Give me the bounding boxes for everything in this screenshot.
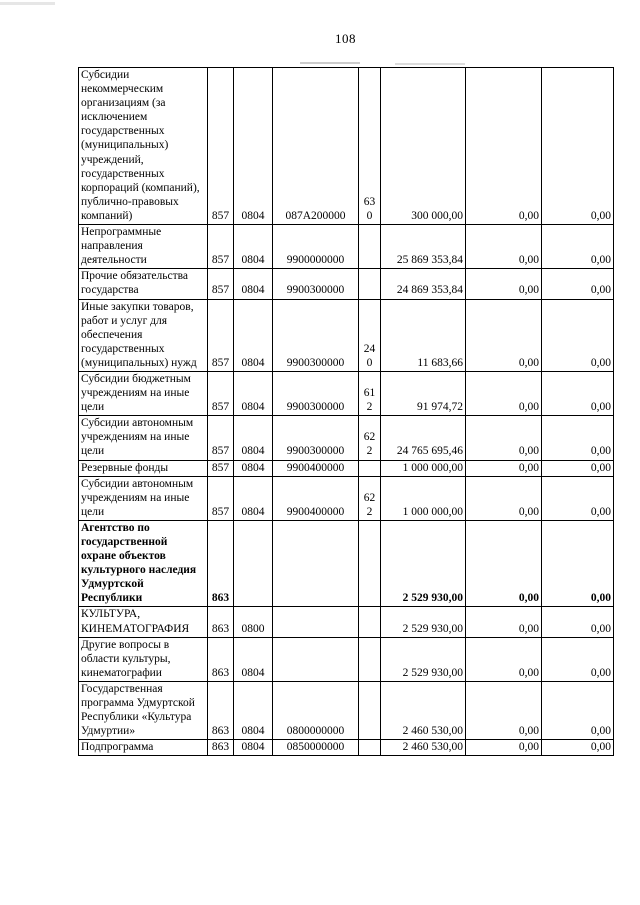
table-row: [79, 637, 614, 681]
cell-amount-1: 25 869 353,84: [381, 225, 466, 269]
table-row: [79, 681, 614, 739]
cell-amount-2: 0,00: [466, 740, 542, 756]
cell-amount-1: 1 000 000,00: [381, 476, 466, 520]
cell-target-article-code: 087A200000: [273, 68, 359, 225]
cell-section-code: 0804: [234, 416, 273, 460]
cell-name: КУЛЬТУРА, КИНЕМАТОГРАФИЯ: [79, 607, 208, 637]
table-row: [79, 68, 614, 225]
cell-amount-3: 0,00: [542, 68, 614, 225]
cell-target-article-code: 0800000000: [273, 681, 359, 739]
cell-target-article-code: 9900000000: [273, 225, 359, 269]
cell-amount-3: 0,00: [542, 225, 614, 269]
scan-artifact: [300, 62, 360, 64]
cell-amount-3: 0,00: [542, 681, 614, 739]
cell-name: Прочие обязательства государства: [79, 269, 208, 299]
cell-name: Иные закупки товаров, работ и услуг для обеспечения государственных (муниципальных) нужд: [79, 299, 208, 371]
cell-amount-2: 0,00: [466, 299, 542, 371]
cell-expense-type-code: [359, 637, 381, 681]
cell-amount-2: 0,00: [466, 416, 542, 460]
cell-amount-1: 2 529 930,00: [381, 607, 466, 637]
cell-amount-1: 2 460 530,00: [381, 740, 466, 756]
cell-amount-3: 0,00: [542, 371, 614, 415]
cell-expense-type-code: 622: [359, 476, 381, 520]
cell-section-code: 0800: [234, 607, 273, 637]
table-row: [79, 225, 614, 269]
cell-amount-1: 24 869 353,84: [381, 269, 466, 299]
cell-name: Подпрограмма: [79, 740, 208, 756]
cell-expense-type-code: 622: [359, 416, 381, 460]
cell-grbs-code: 857: [208, 371, 234, 415]
page-number: 108: [335, 31, 356, 46]
cell-amount-2: 0,00: [466, 68, 542, 225]
cell-target-article-code: 0850000000: [273, 740, 359, 756]
cell-amount-2: 0,00: [466, 371, 542, 415]
cell-amount-1: 2 460 530,00: [381, 681, 466, 739]
cell-grbs-code: 857: [208, 269, 234, 299]
cell-expense-type-code: [359, 520, 381, 607]
cell-amount-3: 0,00: [542, 269, 614, 299]
table-row: [79, 460, 614, 476]
cell-name: Субсидии бюджетным учреждениям на иные цели: [79, 371, 208, 415]
cell-section-code: 0804: [234, 299, 273, 371]
table-row: [79, 416, 614, 460]
table-row: [79, 476, 614, 520]
cell-grbs-code: 857: [208, 460, 234, 476]
cell-amount-2: 0,00: [466, 476, 542, 520]
cell-amount-2: 0,00: [466, 460, 542, 476]
cell-amount-2: 0,00: [466, 637, 542, 681]
table-row: [79, 371, 614, 415]
cell-name: Субсидии автономным учреждениям на иные цели: [79, 416, 208, 460]
cell-target-article-code: 9900400000: [273, 476, 359, 520]
cell-section-code: 0804: [234, 740, 273, 756]
cell-grbs-code: 863: [208, 607, 234, 637]
cell-amount-1: 300 000,00: [381, 68, 466, 225]
cell-grbs-code: 857: [208, 416, 234, 460]
cell-expense-type-code: [359, 225, 381, 269]
cell-name: Субсидии некоммерческим организациям (за исключением государственных (муниципальных) учреждений, государственных корпораций (компаний), публично-правовых компаний): [79, 68, 208, 225]
cell-expense-type-code: [359, 607, 381, 637]
cell-grbs-code: 863: [208, 637, 234, 681]
cell-grbs-code: 857: [208, 299, 234, 371]
cell-amount-1: 91 974,72: [381, 371, 466, 415]
cell-target-article-code: 9900300000: [273, 371, 359, 415]
cell-section-code: 0804: [234, 476, 273, 520]
table-row: [79, 520, 614, 607]
cell-expense-type-code: [359, 681, 381, 739]
cell-section-code: 0804: [234, 681, 273, 739]
cell-name: Агентство по государственной охране объектов культурного наследия Удмуртской Республики: [79, 520, 208, 607]
cell-name: Непрограммные направления деятельности: [79, 225, 208, 269]
cell-section-code: 0804: [234, 68, 273, 225]
cell-amount-3: 0,00: [542, 637, 614, 681]
cell-amount-2: 0,00: [466, 225, 542, 269]
cell-name: Субсидии автономным учреждениям на иные цели: [79, 476, 208, 520]
cell-section-code: 0804: [234, 269, 273, 299]
cell-section-code: 0804: [234, 225, 273, 269]
cell-section-code: 0804: [234, 637, 273, 681]
cell-target-article-code: [273, 637, 359, 681]
cell-name: Государственная программа Удмуртской Республики «Культура Удмуртии»: [79, 681, 208, 739]
budget-table: [78, 67, 614, 756]
cell-section-code: 0804: [234, 460, 273, 476]
scan-artifact: [0, 2, 55, 5]
cell-amount-1: 24 765 695,46: [381, 416, 466, 460]
scan-artifact: [395, 63, 465, 65]
cell-grbs-code: 863: [208, 681, 234, 739]
cell-amount-3: 0,00: [542, 740, 614, 756]
cell-target-article-code: 9900400000: [273, 460, 359, 476]
cell-expense-type-code: 612: [359, 371, 381, 415]
cell-name: Резервные фонды: [79, 460, 208, 476]
table-row: [79, 607, 614, 637]
cell-grbs-code: 857: [208, 68, 234, 225]
cell-target-article-code: 9900300000: [273, 269, 359, 299]
cell-name: Другие вопросы в области культуры, кинематографии: [79, 637, 208, 681]
cell-amount-3: 0,00: [542, 607, 614, 637]
cell-amount-3: 0,00: [542, 520, 614, 607]
cell-amount-1: 11 683,66: [381, 299, 466, 371]
budget-table-body: [79, 68, 614, 756]
cell-target-article-code: [273, 520, 359, 607]
cell-amount-2: 0,00: [466, 681, 542, 739]
cell-amount-2: 0,00: [466, 269, 542, 299]
cell-amount-1: 1 000 000,00: [381, 460, 466, 476]
cell-amount-3: 0,00: [542, 460, 614, 476]
cell-grbs-code: 857: [208, 225, 234, 269]
table-row: [79, 299, 614, 371]
cell-section-code: 0804: [234, 371, 273, 415]
cell-grbs-code: 863: [208, 740, 234, 756]
cell-expense-type-code: [359, 460, 381, 476]
cell-amount-3: 0,00: [542, 476, 614, 520]
cell-amount-3: 0,00: [542, 299, 614, 371]
cell-grbs-code: 863: [208, 520, 234, 607]
table-row: [79, 740, 614, 756]
cell-expense-type-code: 630: [359, 68, 381, 225]
cell-target-article-code: 9900300000: [273, 416, 359, 460]
cell-amount-3: 0,00: [542, 416, 614, 460]
cell-target-article-code: [273, 607, 359, 637]
cell-amount-2: 0,00: [466, 607, 542, 637]
cell-grbs-code: 857: [208, 476, 234, 520]
cell-target-article-code: 9900300000: [273, 299, 359, 371]
cell-expense-type-code: 240: [359, 299, 381, 371]
cell-section-code: [234, 520, 273, 607]
cell-expense-type-code: [359, 740, 381, 756]
cell-expense-type-code: [359, 269, 381, 299]
cell-amount-1: 2 529 930,00: [381, 520, 466, 607]
table-row: [79, 269, 614, 299]
cell-amount-1: 2 529 930,00: [381, 637, 466, 681]
cell-amount-2: 0,00: [466, 520, 542, 607]
